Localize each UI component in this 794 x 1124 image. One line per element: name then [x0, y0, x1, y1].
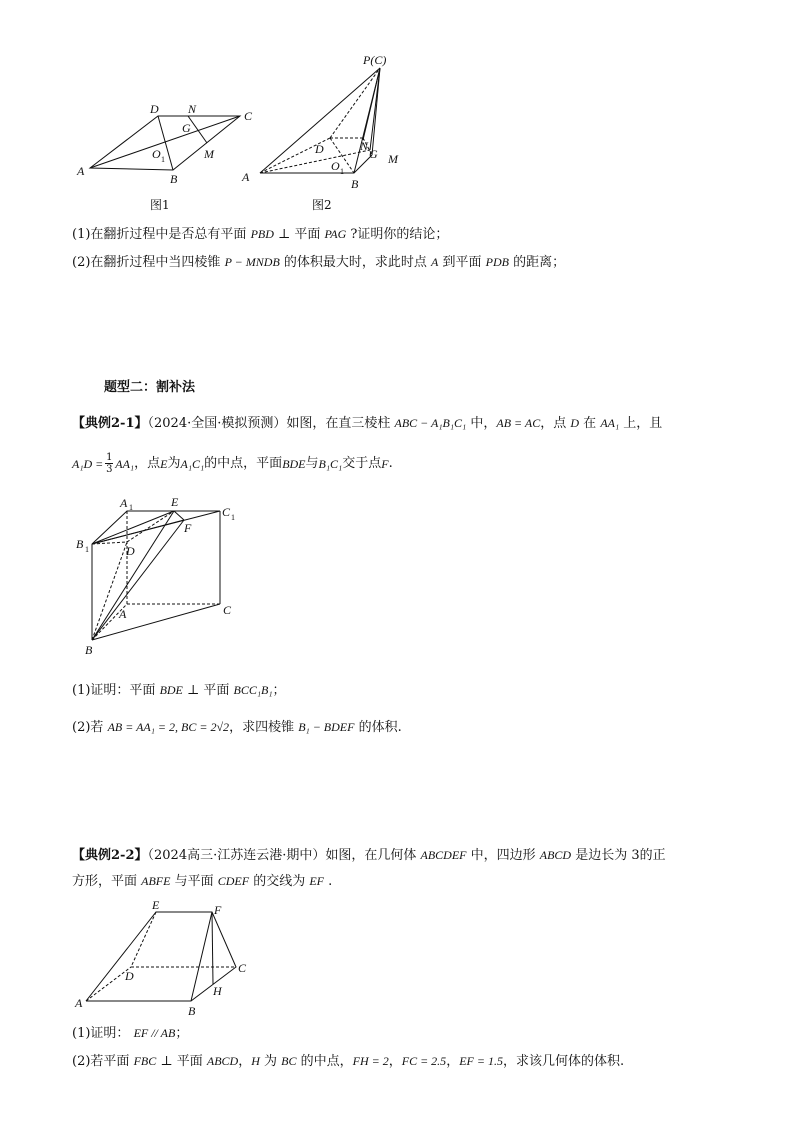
text: ，: [238, 1054, 252, 1069]
math: FBC: [133, 1054, 157, 1068]
text: 中，四边形: [466, 848, 540, 863]
label-n: N: [188, 102, 197, 116]
label-b1: B: [76, 537, 84, 551]
figure-2: [235, 50, 420, 220]
label-pc: P(C): [363, 53, 387, 67]
text: 与: [305, 455, 319, 471]
text: 是边长为 3的正: [571, 848, 666, 863]
math: BC: [281, 1054, 297, 1068]
label-c: C: [244, 109, 253, 123]
math: ABCD: [206, 1054, 239, 1068]
text: 方形，平面: [72, 874, 142, 889]
math: H: [251, 1054, 260, 1068]
section-title-type2: 题型二：割补法: [104, 380, 196, 395]
label-n: N: [360, 139, 369, 153]
example-2-1-question-2: [72, 718, 402, 737]
e-f: [174, 511, 184, 520]
math: FC = 2.5: [401, 1054, 447, 1068]
text: （2024高三·江苏连云港·期中）如图，在几何体: [147, 848, 421, 863]
label-o: O: [331, 159, 340, 173]
example-2-2-line1: [72, 846, 666, 865]
label-m: M: [388, 152, 398, 166]
text: 为: [259, 1054, 282, 1069]
example-2-1-line1: [72, 414, 662, 433]
math: F: [381, 456, 389, 471]
text: ，求四棱锥: [229, 720, 299, 735]
label-d: D: [126, 544, 135, 558]
label-c1: C: [222, 505, 231, 519]
text: (2)在翻折过程中当四棱锥: [72, 255, 225, 270]
math: AA₁: [115, 456, 135, 471]
text: ；: [175, 1026, 189, 1041]
text: 的交线为: [249, 874, 310, 889]
text: ；: [272, 683, 286, 698]
math: E: [160, 456, 168, 471]
math: BCC₁B₁: [233, 683, 273, 697]
label-f: F: [214, 903, 222, 917]
b1-e: [92, 511, 174, 544]
text: ⊥ 平面: [182, 683, 234, 698]
text: 的中点，平面: [204, 455, 283, 471]
fraction: [105, 452, 113, 475]
math: D: [570, 416, 580, 430]
math: EF = 1.5: [459, 1054, 503, 1068]
denominator: 3: [106, 464, 113, 475]
figure-4: [72, 895, 262, 1015]
label-c: C: [238, 961, 247, 975]
math: B₁C₁: [318, 456, 343, 471]
label-o-sub: 1: [161, 155, 165, 164]
label-g: G: [369, 147, 378, 161]
math: EF // AB: [133, 1026, 176, 1040]
label-c: C: [223, 603, 232, 617]
text: .: [388, 455, 393, 471]
text: (2)若平面: [72, 1054, 134, 1069]
example-2-2-line2: [72, 872, 332, 891]
label-o: O: [152, 147, 161, 161]
math: A₁C₁: [180, 456, 205, 471]
text: ，点: [540, 416, 571, 431]
figure-3: [72, 492, 252, 660]
text: 在: [579, 416, 601, 431]
example-2-2-question-2: [72, 1052, 624, 1071]
text: ，: [388, 1054, 402, 1069]
label-b: B: [188, 1004, 196, 1015]
math: ABCDEF: [420, 848, 467, 862]
text: （2024·全国·模拟预测）如图，在直三棱柱: [147, 416, 395, 431]
text: 上，且: [619, 416, 663, 431]
edge-pa: [260, 68, 380, 173]
example-tag: 【典例2-2】: [72, 848, 148, 863]
label-d: D: [315, 142, 324, 156]
label-c1-sub: 1: [231, 513, 235, 522]
example-2-1-question-1: [72, 681, 286, 700]
math: PAG: [324, 227, 347, 241]
math: B₁ − BDEF: [298, 720, 355, 734]
text: 交于点: [342, 455, 382, 471]
text: ?证明你的结论；: [346, 227, 449, 242]
math: CDEF: [217, 874, 250, 888]
label-m: M: [204, 147, 214, 161]
label-a: A: [75, 996, 83, 1010]
math: BDE: [282, 456, 306, 471]
label-b: B: [85, 643, 93, 657]
text: ，点: [134, 455, 161, 471]
math: A₁D =: [72, 456, 104, 471]
text: .: [324, 874, 333, 889]
text: ⊥ 平面: [156, 1054, 207, 1069]
math: FH = 2: [352, 1054, 389, 1068]
label-d: D: [125, 969, 134, 983]
b1-f: [92, 520, 184, 544]
label-e: E: [171, 495, 179, 509]
text: 的体积.: [354, 720, 402, 735]
label-b1-sub: 1: [85, 545, 89, 554]
label-b: B: [170, 172, 178, 186]
section1-question-2: [72, 253, 565, 272]
text: (1)在翻折过程中是否总有平面: [72, 227, 251, 242]
label-h: H: [213, 984, 222, 998]
example-2-2-question-1: [72, 1024, 188, 1043]
text: 为: [167, 455, 181, 471]
text: 中，: [466, 416, 497, 431]
math: ABC − A₁B₁C₁: [394, 416, 467, 430]
text: 的中点，: [296, 1054, 353, 1069]
edge-pn: [363, 68, 380, 140]
text: ⊥ 平面: [273, 227, 325, 242]
label-o-sub: 1: [340, 167, 344, 176]
math: AB = AC: [496, 416, 541, 430]
label-a1-sub: 1: [129, 503, 133, 512]
caption-fig1: 图1: [150, 198, 170, 212]
math: EF: [309, 874, 325, 888]
math: BDE: [159, 683, 183, 697]
numerator: 1: [106, 452, 113, 463]
caption-fig2: 图2: [312, 198, 332, 212]
text: ，: [446, 1054, 460, 1069]
text: 与平面: [170, 874, 218, 889]
math: A: [431, 255, 439, 269]
text: 的体积最大时，求此时点: [279, 255, 432, 270]
label-d: D: [150, 102, 159, 116]
label-f: F: [184, 521, 192, 535]
math: PDB: [485, 255, 509, 269]
section1-question-1: [72, 225, 448, 244]
text: (1)证明：: [72, 1026, 134, 1041]
label-a: A: [77, 164, 85, 178]
math: ABCD: [539, 848, 572, 862]
segment-nm: [188, 116, 207, 143]
math: AB = AA₁ = 2, BC = 2√2: [107, 720, 230, 734]
edge-fh: [212, 912, 213, 984]
math: ABFE: [141, 874, 171, 888]
example-2-1-line2: [72, 452, 393, 475]
math: P − MNDB: [224, 255, 280, 269]
text: (2)若: [72, 720, 108, 735]
label-b: B: [351, 177, 359, 191]
label-a: A: [119, 607, 127, 621]
text: 的距离；: [508, 255, 566, 270]
text: 到平面: [438, 255, 486, 270]
label-a1: A: [120, 496, 128, 510]
example-tag: 【典例2-1】: [72, 416, 148, 431]
math: PBD: [250, 227, 274, 241]
d-e: [127, 511, 174, 542]
text: ，求该几何体的体积.: [502, 1054, 625, 1069]
b-d: [92, 542, 127, 640]
label-a: A: [242, 170, 250, 184]
label-e: E: [152, 898, 160, 912]
label-g: G: [182, 121, 191, 135]
text: (1)证明：平面: [72, 683, 160, 698]
math: AA₁: [600, 416, 620, 430]
